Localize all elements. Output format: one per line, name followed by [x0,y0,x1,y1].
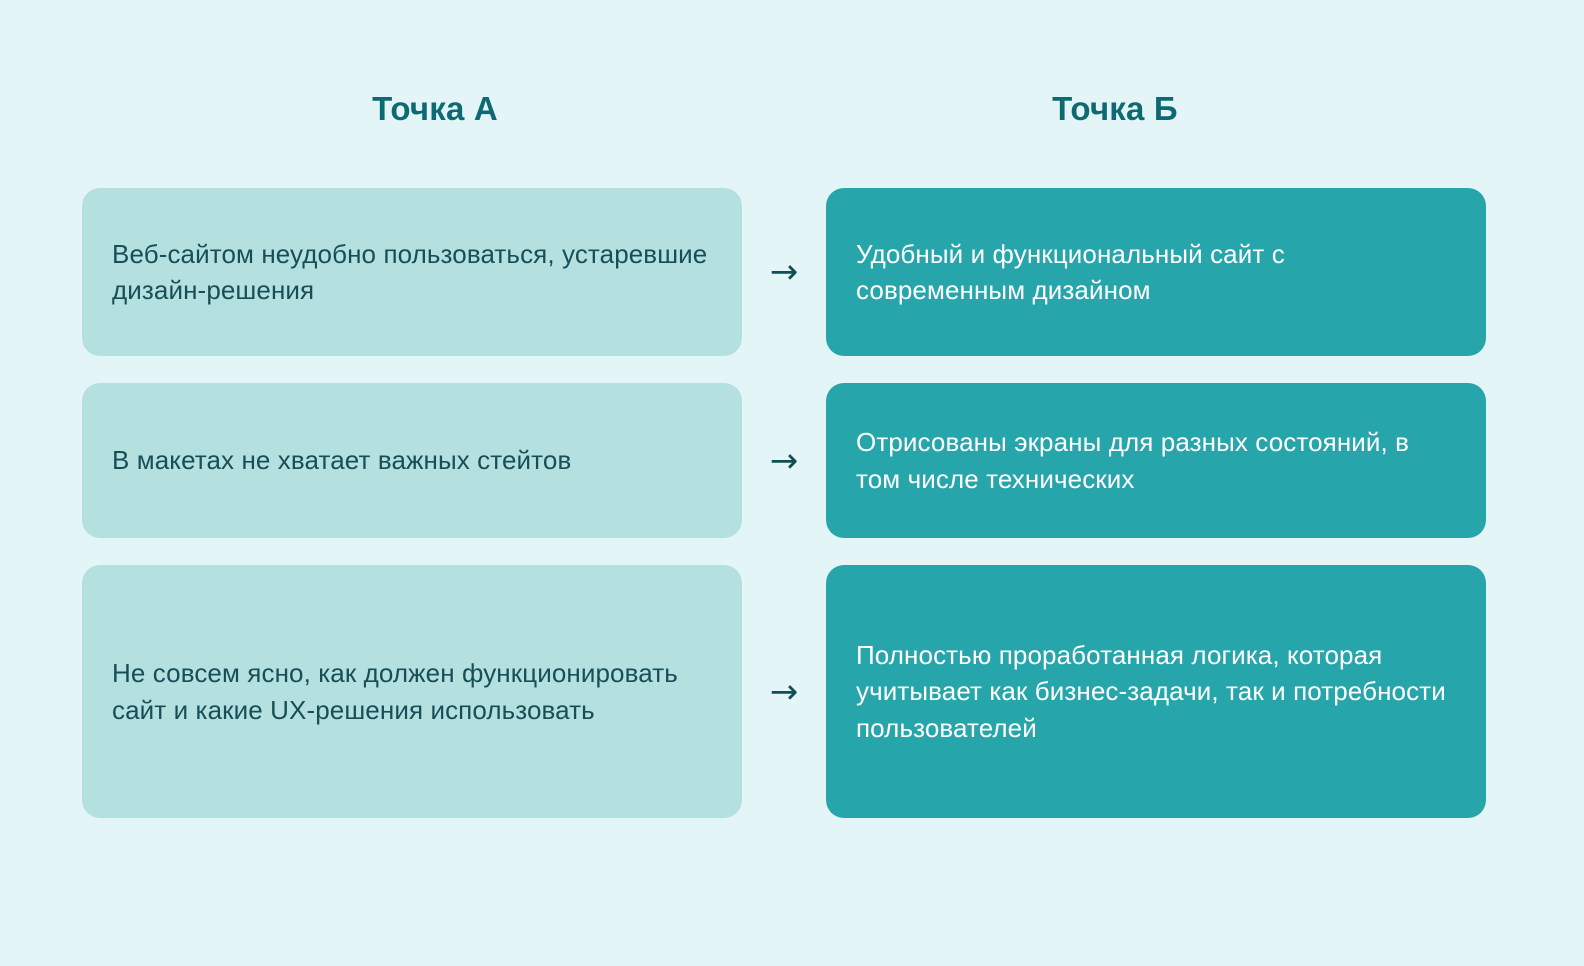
problem-text: Не совсем ясно, как должен функционировать сайт и какие UX-решения использовать [112,658,678,725]
problem-text: Веб-сайтом неудобно пользоваться, устаревшие дизайн-решения [112,238,708,305]
problem-text: В макетах не хватает важных стейтов [112,445,572,476]
column-header-point-b [785,92,1445,125]
arrow-connector [742,383,826,538]
arrow-right-icon: → [769,252,799,292]
arrow-right-icon: → [769,440,799,481]
arrow-connector [742,565,826,818]
problem-card [82,565,742,818]
comparison-row [0,383,1584,538]
point-a-title: Точка А [372,90,498,127]
solution-card [826,565,1486,818]
column-header-point-a [85,92,785,125]
column-headers [0,92,1584,125]
arrow-connector [742,188,826,356]
solution-text: Удобный и функциональный сайт с современным дизайном [856,238,1285,305]
solution-text: Отрисованы экраны для разных состояний, в том числе технических [856,427,1410,494]
comparison-rows [0,188,1584,845]
solution-card [826,188,1486,356]
problem-card [82,188,742,356]
solution-card [826,383,1486,538]
arrow-right-icon: → [769,671,799,712]
solution-text: Полностью проработанная логика, которая учитывает как бизнес-задачи, так и потребности пользователей [856,639,1446,743]
point-b-title: Точка Б [1052,90,1178,127]
problem-card [82,383,742,538]
comparison-row [0,565,1584,818]
comparison-row [0,188,1584,356]
